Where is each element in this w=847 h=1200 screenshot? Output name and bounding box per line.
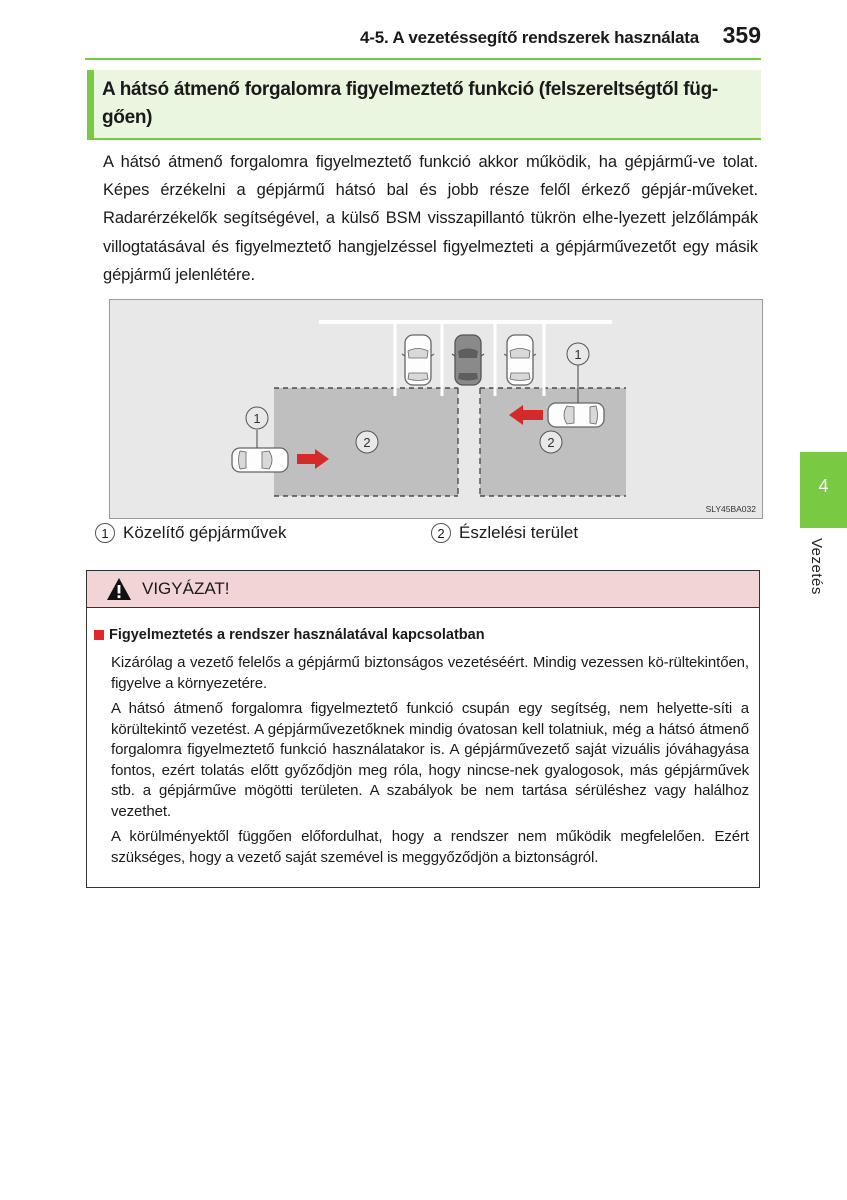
parked-car-left [402, 335, 434, 385]
caution-subhead [94, 627, 485, 643]
bullet-square-icon [94, 630, 104, 640]
header-title: 4-5. A vezetéssegítő rendszerek használata [360, 28, 699, 47]
header-rule [85, 58, 761, 60]
caution-paragraph: Kizárólag a vezető felelős a gépjármű biztonságos vezetéséért. Mindig vezessen kö-rültekintően, figyelve a környezetére. [111, 654, 749, 692]
caution-paragraph: A körülményektől függően előfordulhat, hogy a rendszer nem működik megfelelően. Ezért szükséges, hogy a vezető saját szemével is meggyőződjön a biztonságról. [111, 828, 749, 866]
caution-paragraph: A hátsó átmenő forgalomra figyelmeztető funkció csupán egy segítség, nem helyette-síti a körültekintő vezetést. A gépjárművezetőknek mindig óvatosan kell tolatniuk, még a hátsó átmenő forgalomra figyelmeztető funkció használatakor is. A gépjárművezető saját vizuális jóváhagyása fontos, ezért tolatás előtt győződjön meg róla, hogy nincse-nek gyalogosok, más gépjárművek stb. a gépjárműve mögötti területen. A szabályok be nem tartása sérüléshez vagy halálhoz vezethet. [111, 700, 749, 820]
legend-label: Közelítő gépjárművek [123, 523, 287, 542]
section-heading [87, 70, 761, 140]
intro-paragraph: A hátsó átmenő forgalomra figyelmeztető funkció akkor működik, ha gépjármű-ve tolat. Képes érzékelni a gépjármű hátsó bal és jobb része felől érkező gépjár-műveket. Radarérzékelők segítségével, a külső BSM visszapillantó tükrön elhe-lyezett jelzőlámpák villogtatásával és figyelmeztető hangjelzéssel figyelmezteti a gépjárművezetőt egy másik gépjármű jelenlétére. [103, 153, 758, 284]
section-title: A hátsó átmenő forgalomra figyelmeztető funkció (felszereltségtől füg-gően) [102, 79, 718, 128]
svg-text:2: 2 [547, 435, 555, 450]
caution-header [87, 571, 759, 608]
legend-number: 2 [431, 523, 451, 543]
legend-label: Észlelési terület [459, 523, 579, 542]
approaching-car-left [232, 448, 288, 472]
page-number: 359 [722, 22, 761, 48]
parking-diagram [109, 299, 763, 519]
approaching-car-right [548, 403, 604, 427]
caution-title: VIGYÁZAT! [142, 579, 230, 598]
marker-2-right [540, 431, 562, 453]
chapter-tab [800, 452, 847, 528]
parked-car-right [504, 335, 536, 385]
legend-item-approaching-vehicles [95, 523, 286, 543]
heading-accent-bar [87, 70, 94, 138]
marker-2-left [356, 431, 378, 453]
marker-1-right [567, 343, 589, 365]
marker-1-left [246, 407, 268, 429]
chapter-label: Vezetés [808, 538, 825, 595]
legend-number: 1 [95, 523, 115, 543]
own-car-reversing [452, 335, 484, 385]
svg-text:1: 1 [574, 347, 582, 362]
caution-box [86, 570, 760, 888]
diagram-code: SLY45BA032 [705, 504, 756, 514]
legend-item-detection-area [431, 523, 578, 543]
caution-subhead-text: Figyelmeztetés a rendszer használatával kapcsolatban [109, 627, 485, 643]
svg-text:2: 2 [363, 435, 371, 450]
page-header [85, 22, 761, 52]
svg-text:1: 1 [253, 411, 261, 426]
warning-triangle-icon [106, 577, 132, 601]
chapter-number: 4 [818, 476, 829, 496]
